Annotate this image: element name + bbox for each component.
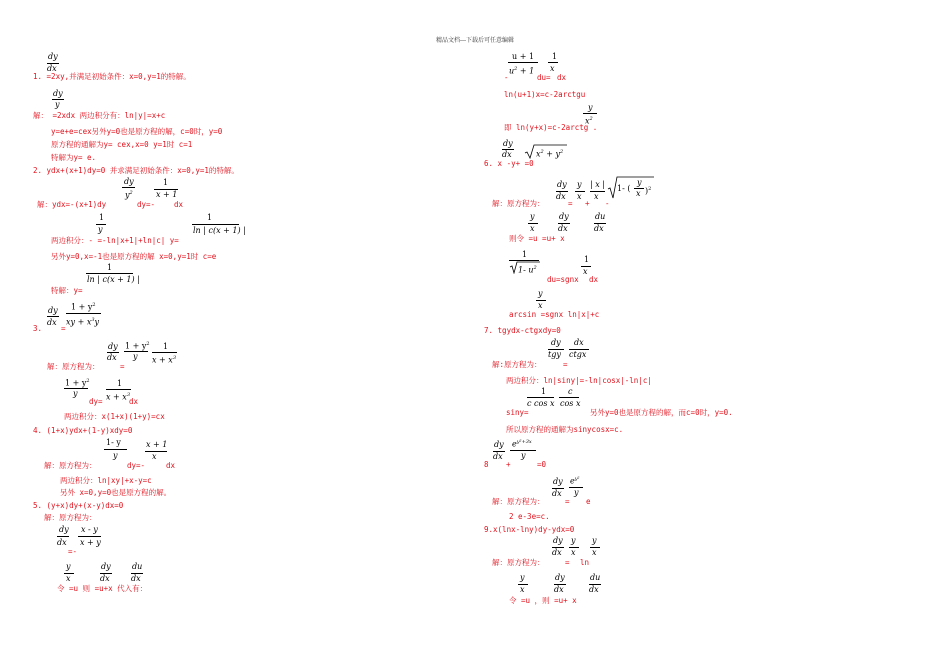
fraction-denominator: y	[574, 488, 579, 497]
page-header: 精品文档---下载后可任意编辑	[435, 37, 515, 44]
fraction-numerator: dx	[574, 338, 584, 347]
fraction-bar	[78, 536, 101, 537]
fraction-denominator: dx	[554, 585, 564, 594]
fraction-numerator: dy	[494, 440, 504, 449]
fraction-numerator: y	[538, 289, 543, 298]
fraction-numerator: 1	[522, 250, 528, 259]
solution-line: 原方程的通解为y= cex,x=0 y=1时 c=1	[51, 140, 193, 149]
fraction-numerator: 1	[584, 255, 590, 264]
fraction-numerator: dy	[53, 89, 63, 98]
fraction-denominator: dx	[556, 192, 566, 201]
fraction-numerator: 1	[163, 178, 169, 187]
dx-text: dx	[174, 200, 184, 209]
fraction-numerator: 1	[552, 52, 558, 61]
equals-zero: =0	[537, 460, 547, 469]
solution-line: 则令 =u =u+ x	[509, 234, 565, 243]
fraction-denominator: x	[594, 192, 599, 201]
fraction-numerator: y	[66, 562, 71, 571]
fraction-numerator: y	[588, 103, 593, 112]
dy-text: dy=-	[137, 200, 156, 209]
solution-line: 另外y=0,x=-1也是原方程的解 x=0,y=1时 c=e	[51, 252, 217, 261]
fraction-numerator: dy	[108, 342, 118, 351]
solution-line: 两边积分：ln|xy|+x-y=c	[60, 476, 152, 485]
fraction-numerator: 1	[117, 379, 123, 388]
radicand: $x^2 + y^2$	[536, 149, 564, 159]
fraction-denominator: cos x	[560, 399, 581, 408]
fraction-numerator: du	[132, 562, 143, 571]
fraction-numerator: y	[520, 573, 525, 582]
fraction-denominator: dx	[47, 318, 57, 327]
fraction-denominator: y	[73, 389, 78, 398]
fraction-denominator: tgy	[548, 350, 561, 359]
solution-line: y=e+e=cex另外y=0也是原方程的解，c=0时，y=0	[51, 127, 223, 136]
equals-sign: =-	[68, 547, 78, 556]
dx-text: dx	[129, 397, 139, 406]
plus-sign: +	[506, 460, 511, 469]
solution-line: 另外 x=0,y=0也是原方程的解。	[60, 488, 172, 497]
equals-sign: =	[565, 497, 570, 506]
fraction-denominator: dx	[589, 585, 599, 594]
fraction-numerator: y	[592, 536, 597, 545]
fraction-numerator: du	[595, 212, 606, 221]
solution-line: 两边积分：- =-ln|x+1|+ln|c| y=	[51, 236, 179, 245]
solution-line: du=sgnx	[547, 275, 579, 284]
fraction-denominator: $x + x^3$	[152, 355, 176, 365]
fraction-denominator: c cos x	[527, 399, 555, 408]
siny-text: siny=	[506, 408, 529, 417]
radicand-end: )$^2$	[645, 186, 652, 196]
fraction-numerator: dy	[557, 180, 567, 189]
fraction-numerator: dy	[551, 338, 561, 347]
fraction-bar	[548, 62, 558, 63]
solution-line: 解：原方程为：	[492, 497, 545, 506]
fraction-denominator: $x^2$	[585, 116, 593, 126]
fraction-numerator: $e^{y^2}$	[570, 476, 580, 486]
fraction-denominator: x	[636, 189, 641, 198]
fraction-denominator: x	[583, 267, 588, 276]
fraction-denominator: $x + x^3$	[106, 392, 130, 402]
minus-sign: -	[504, 73, 509, 82]
dy-text: dy=	[89, 397, 103, 406]
fraction-denominator: x	[538, 301, 543, 310]
problem-statement: 9.x(lnx-lny)dy-ydx=0	[484, 525, 575, 534]
e-text: e	[586, 497, 591, 506]
solution-line: arcsin =sgnx ln|x|+c	[509, 310, 600, 319]
fraction-bar	[192, 224, 239, 225]
fraction-numerator: 1	[163, 342, 169, 351]
solution-line: 解：原方程为：	[492, 199, 545, 208]
fraction-numerator: x - y	[81, 525, 98, 534]
fraction-bar	[66, 313, 101, 314]
fraction-numerator: y	[571, 536, 576, 545]
ln-text: ln	[580, 558, 590, 567]
fraction-numerator: 1	[99, 213, 105, 222]
solution-line: 解:原方程为：	[492, 360, 542, 369]
fraction-numerator: x + 1	[146, 440, 168, 449]
dx-text: dx	[557, 73, 567, 82]
fraction-numerator: y	[577, 180, 582, 189]
fraction-denominator: dx	[502, 150, 512, 159]
solution-line: 令 =u ，则 =u+ x	[509, 596, 577, 605]
fraction-denominator: x	[66, 574, 71, 583]
fraction-denominator: x	[520, 585, 525, 594]
fraction-bar	[508, 62, 538, 63]
fraction-denominator: x	[592, 548, 597, 557]
fraction-numerator: du	[590, 573, 601, 582]
solution-line: 两边积分：ln|siny|=-ln|cosx|-ln|c|	[506, 376, 652, 385]
fraction-denominator: x	[577, 192, 582, 201]
solution-line: 解：原方程为：	[47, 362, 100, 371]
solution-line: ln(u+1)x=c-2arctgu	[504, 90, 586, 99]
fraction-denominator: y	[55, 100, 60, 109]
radicand-start: 1- (	[617, 184, 631, 193]
dx-text: dx	[166, 461, 176, 470]
fraction-denominator: x	[571, 548, 576, 557]
fraction-numerator: dy	[101, 562, 111, 571]
fraction-numerator: 1- y	[106, 438, 121, 447]
problem-statement: 6. x -y+ =0	[484, 159, 534, 168]
dy-text: dy=-	[127, 461, 146, 470]
minus-sign: -	[605, 199, 610, 208]
fraction-denominator: y	[133, 352, 138, 361]
fraction-bar	[86, 273, 133, 274]
fraction-bar	[57, 536, 69, 537]
fraction-bar	[527, 397, 554, 398]
fraction-denominator: ln | c(x + 1) |	[87, 275, 140, 284]
fraction-bar	[47, 316, 59, 317]
fraction-numerator: y	[530, 212, 535, 221]
fraction-numerator: 1	[207, 213, 213, 222]
fraction-denominator: dx	[131, 574, 141, 583]
fraction-denominator: dx	[493, 452, 503, 461]
problem-statement: 5. (y+x)dy+(x-y)dx=0	[33, 501, 124, 510]
fraction-numerator: 1	[107, 263, 113, 272]
fraction-bar	[559, 397, 579, 398]
equals-sign: =	[568, 199, 573, 208]
fraction-numerator: dy	[59, 525, 69, 534]
problem-number: 8	[484, 460, 489, 469]
solution-line: 特解：y=	[51, 286, 83, 295]
fraction-denominator: dx	[594, 224, 604, 233]
plus-sign: +	[585, 199, 590, 208]
fraction-denominator: $u^2 + 1$	[509, 66, 535, 76]
equals-sign: =	[61, 324, 66, 333]
solution-line: 解：原方程为：	[44, 513, 97, 522]
solution-line: 即 ln(y+x)=c-2arctg .	[504, 123, 598, 132]
fraction-denominator: y	[521, 451, 526, 460]
fraction-denominator: x	[550, 64, 555, 73]
solution-line: 特解为y= e.	[51, 153, 97, 162]
solution-line: 令 =u 则 =u+x 代入有：	[57, 584, 148, 593]
dx-text: dx	[589, 275, 599, 284]
problem-number: 3.	[33, 324, 43, 333]
fraction-numerator: dy	[559, 212, 569, 221]
fraction-numerator: dy	[503, 139, 513, 148]
fraction-numerator: y	[637, 178, 642, 187]
fraction-denominator: xy + $x^3y$	[66, 317, 100, 327]
fraction-denominator: ln | c(x + 1) |	[193, 226, 246, 235]
fraction-numerator: dy	[48, 306, 58, 315]
fraction-denominator: dx	[552, 489, 562, 498]
fraction-denominator: dx	[558, 224, 568, 233]
fraction-bar	[104, 449, 127, 450]
solution-line: 两边积分：x(1+x)(1+y)=cx	[64, 412, 165, 421]
solution-line: 解：原方程为：	[44, 461, 97, 470]
fraction-denominator: x	[152, 452, 157, 461]
fraction-denominator: y	[98, 225, 103, 234]
problem-statement: 7. tgydx-ctgxdy=0	[484, 326, 561, 335]
solution-line: 解：原方程为：	[492, 558, 545, 567]
fraction-denominator: $y^2$	[125, 190, 133, 200]
fraction-numerator: c	[568, 387, 573, 396]
solution-line: 另外y=0也是原方程的解，而c=0时，y=0.	[590, 408, 733, 417]
fraction-denominator: dx	[47, 64, 57, 73]
fraction-denominator: dx	[100, 574, 110, 583]
fraction-numerator: dy	[553, 536, 563, 545]
solution-line: 解：ydx=-(x+1)dy	[37, 200, 107, 209]
fraction-numerator: dy	[555, 573, 565, 582]
problem-statement: 1. =2xy,并满足初始条件：x=0,y=1的特解。	[33, 72, 191, 81]
problem-statement: 2. ydx+(x+1)dy=0 并求满足初始条件：x=0,y=1的特解。	[33, 166, 239, 175]
fraction-denominator: x	[530, 224, 535, 233]
fraction-numerator: $e^{y^2+3x}$	[512, 439, 532, 449]
equals-sign: =	[563, 360, 568, 369]
fraction-denominator: ctgx	[569, 350, 587, 359]
du-text: du=	[537, 73, 551, 82]
solution-line: 2 e-3e=c.	[509, 512, 550, 521]
fraction-numerator: | x |	[590, 180, 605, 189]
fraction-denominator: x + y	[80, 538, 101, 547]
fraction-numerator: dy	[553, 477, 563, 486]
fraction-denominator: x + 1	[156, 190, 178, 199]
equals-sign: =	[120, 362, 125, 371]
fraction-numerator: dy	[124, 177, 134, 186]
solution-line: 解： =2xdx 两边积分有：ln|y|=x+c	[33, 111, 166, 120]
fraction-denominator: dx	[57, 538, 67, 547]
fraction-numerator: u + 1	[512, 52, 535, 61]
equals-sign: =	[565, 558, 570, 567]
fraction-denominator: dx	[107, 353, 117, 362]
fraction-numerator: dy	[48, 52, 58, 61]
fraction-numerator: $1 + y^2$	[125, 341, 150, 351]
fraction-denominator: dx	[552, 548, 562, 557]
fraction-numerator: $1 + y^2$	[65, 378, 90, 388]
fraction-numerator: 1	[541, 387, 547, 396]
solution-line: 所以原方程的通解为sinycosx=c.	[506, 425, 624, 434]
problem-statement: 4. (1+x)ydx+(1-y)xdy=0	[33, 426, 133, 435]
fraction-denominator: 1- $u^2$	[518, 265, 537, 275]
fraction-denominator: y	[113, 451, 118, 460]
fraction-numerator: $1 + y^2$	[71, 302, 96, 312]
